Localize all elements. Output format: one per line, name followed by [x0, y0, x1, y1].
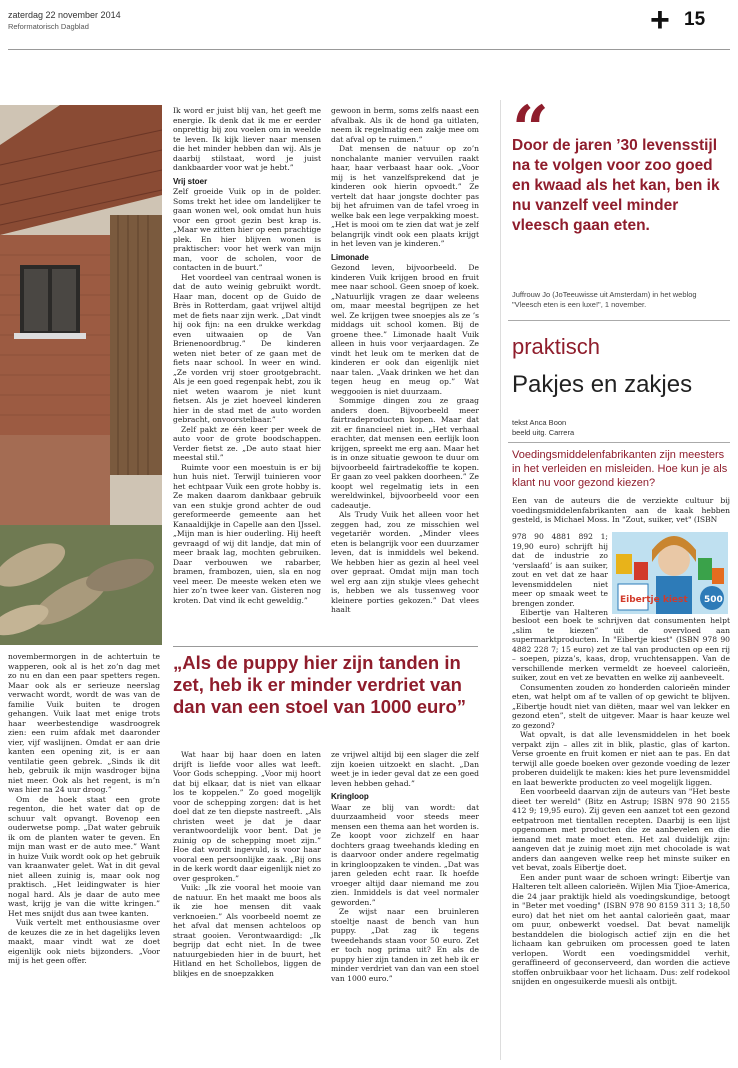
paragraph: Als Trudy Vuik het alleen voor het zeggen had, zou ze misschien wel vegetariër worden. „Minder vlees eten is belangrijk voor een duurzamer leven, dat is inmiddels wel bekend. We hebben hier as gezin al heel veel over gepraat. Omdat mijn man toch wel erg aan zijn stukje vlees gehecht is, hebben we als tussenweg voor kleinere porties gekozen.” Dat vlees haalt [331, 510, 479, 614]
paragraph: Vuik: „Ik zie vooral het mooie van de natuur. En het maakt me boos als ik zie hoe mensen dit vaak verknoeien.” Als voorbeeld noemt ze het afval dat mensen achteloos op straat gooien. Verontwaardigd: „Ik begrijp dat echt niet. In de twee natuurgebieden hier in de buurt, het Hitland en het Schollebos, liggen de blikjes en de snoepzakken [173, 883, 321, 978]
credit-text: tekst Anca Boon [512, 418, 567, 427]
quote-mark-icon: “ [512, 92, 549, 167]
paragraph: Ik word er juist blij van, het geeft me energie. Ik denk dat ik me er eerder onprettig bij zou voelen om in weelde te leven. Ik kijk liever naar mensen die het minder hebben dan wij. Als je daarbij stilstaat, word je juist dankbaarder voor wat je hebt.” [173, 106, 321, 172]
sidebar-text-beside-book [512, 532, 608, 616]
paragraph: Zelf groeide Vuik op in de polder. Soms trekt het idee om landelijker te gaan wonen wel, ook omdat hun huis voor een groot gezin best krap is. „Maar we zitten hier op een prachtige plek. En hier blijven wonen is praktischer: voor het werk van mijn man, voor de scholen, voor de contacten in de buurt.” [173, 187, 321, 272]
sidebar-quote-source: Juffrouw Jo (JoTeeuwisse uit Amsterdam) in het weblog "Vleesch eten is een luxe!", 1 november. [512, 290, 697, 309]
column-divider [500, 100, 501, 1060]
article-column-1 [8, 652, 160, 1064]
paragraph: Sommige dingen zou ze graag anders doen. Bijvoorbeeld meer fairtradeproducten kopen. Maar dat zit er financieel niet in. „Het verhaal erachter, dat mensen een eerlijk loon krijgen, spreekt me erg aan. Maar het is in onze situatie gewoon te duur om bijvoorbeeld fairtradekoffie te kopen. Er gaan zo veel pakken doorheen.” Ze koopt wel regelmatig iets in een wereldwinkel, bijvoorbeeld voor een cadeautje. [331, 396, 479, 510]
sidebar-rule [508, 320, 730, 321]
sidebar-text-main [512, 616, 730, 1064]
article-column-3 [331, 106, 479, 640]
sidebar-text-top [512, 496, 730, 532]
paragraph: Een voorbeeld daarvan zijn de auteurs van "Het beste dieet ter wereld" (Bitz en Astrup; ISBN 978 90 2155 412 9; 19,95 euro). Zij geven een aanzet tot een gezond eetpatroon met tientallen recepten. Daarbij is een lijst opgenomen met producten die ze aanbevelen en die iemand met mate moet eten. Het zal duidelijk zijn: aangeven dat je zuinig moet zijn met chocolade is wat anders dan aangeven welke reep het minste suiker en vet bevat, zoals Eibertje doet. [512, 787, 730, 872]
book-title: Eibertje kiest [620, 595, 688, 605]
paragraph: Consumenten zouden zo honderden calorieën minder eten, wat helpt om af te vallen of op gewicht te blijven. „Eibertje houdt niet van diëten, maar wel van lekker en gezond eten”, stelt de uitgever. Maar is haar keuze wel zo gezond? [512, 682, 730, 730]
book-badge: 500 [704, 595, 723, 605]
paragraph: Een van de auteurs die de verziekte cultuur bij voedingsmiddelenfabrikanten aan de kaak hebben gesteld, is Michael Moss. In "Zout, suiker, vet" (ISBN [512, 496, 730, 524]
paragraph: Vuik vertelt met enthousiasme over de keuzes die ze in het dagelijks leven maakt, maar vindt wat ze doet eigenlijk ook niets bijzonders. „Voor mij is het geen offer. [8, 918, 160, 965]
sidebar-rule-2 [508, 442, 730, 443]
sidebar-intro: Voedingsmiddelenfabrikanten zijn meesters in het verleiden en misleiden. Hoe kun je als klant nu voor gezond kiezen? [512, 449, 728, 489]
paragraph: Een ander punt waar de schoen wringt: Eibertje van Halteren telt alleen calorieën. Wijlen Mia Tjioe-America, die 24 jaar praktijk hield als voedingskundige, betoogt in "Beter met voeding" (ISBN 978 90 8159 311 3; 18,50 euro) dat het niet om het aantal calorieën gaat, maar om puur, onbewerkt voedsel. Dat bevat namelijk bestanddelen die biologisch actief zijn en die het lichaam kan gebruiken om processen goed te laten verlopen. Wordt een voedingsmiddel verhit, geraffineerd of geconserveerd, dan worden die actieve stoffen onbruikbaar voor het lichaam. Dus: zelf rodekool snijden en ongesuikerde muesli als ontbijt. [512, 872, 730, 986]
sidebar-credits [512, 418, 574, 438]
article-photo [0, 105, 162, 645]
section-kicker: praktisch [512, 334, 601, 359]
page-number: 15 [684, 9, 706, 30]
pullquote: „Als de puppy hier zijn tanden in zet, heb ik er minder verdriet van dan van een stoel van 1000 euro” [173, 652, 467, 717]
paragraph: Wat haar bij haar doen en laten drijft is liefde voor alles wat leeft. Voor Gods schepping. „Voor mij hoort dat bij elkaar, dat is niet van elkaar los te koppelen.” Zo goed mogelijk voor de schepping zorgen: dat is het doel dat ze ten diepste nastreeft. „Als christen weet je dat je daar verantwoordelijk voor bent. Dat je zuinig op de schepping moet zijn.” Hoe dat wordt ingevuld, is voor haar vooral een persoonlijke zaak. „Bij ons in de kerk wordt daar eigenlijk niet zo over gesproken.” [173, 750, 321, 883]
paragraph: besloot een boek te schrijven dat consumenten helpt „slim te kiezen” uit de overvloed aan supermarktproducten. In "Eibertje kiest" (ISBN 978 90 4882 228 7; 15 euro) zet ze tal van producten op een rij – soepen, pizza’s, kaas, drop, vruchtensappen. Van de verschillende merken vermeldt ze hoeveel calorieën, suiker, zout en vet ze bevatten en welke zij aanbeveelt. [512, 616, 730, 682]
book-cover-image [612, 532, 728, 614]
article-column-3-lower [331, 750, 479, 1064]
paragraph: ze vrijwel altijd bij een slager die zelf zijn koeien uitzoekt en slacht. „Dan weet je in ieder geval dat ze een goed leven hebben gehad.” [331, 750, 479, 788]
paragraph: Ze wijst naar een bruinleren stoeltje naast de bench van hun puppy. „Dat zag ik tegens tweedehands staan voor 50 euro. Zet er toch nog prima uit? En als de puppy hier zijn tanden in zet heb ik er minder verdriet van dan van een stoel van 1000 euro.” [331, 907, 479, 983]
article-column-2-lower [173, 750, 321, 1064]
paragraph: Zelf pakt ze één keer per week de auto voor de grote boodschappen. Verder fietst ze. „De auto staat hier meestal stil.” [173, 424, 321, 462]
pullquote-rule [173, 646, 478, 647]
paragraph: Wat opvalt, is dat alle levensmiddelen in het boek verpakt zijn – alles zit in blik, plastic, glas of karton. Verse groente en fruit komen er niet aan te pas. En dat terwijl alle goede boeken over gezonde voeding de lezer proberen duidelijk te maken: kies het pure levensmiddel en laat bewerkte producten zo veel mogelijk liggen. [512, 730, 730, 787]
paragraph: Gezond leven, bijvoorbeeld. De kinderen Vuik krijgen brood en fruit mee naar school. Geen snoep of koek. „Natuurlijk vragen ze daar weleens om, maar meestal begrijpen ze het wel. Ze krijgen twee snoepjes als ze ’s middags uit school komen. Bij de groene thee.” Limonade haalt Vuik alleen in huis voor verjaardagen. Ze vindt het leuk om te merken dat de kinderen er ook dan eigenlijk niet naar talen. „Vaak drinken we het dan tegen heug en meug op.” Wat weggooien is niet duurzaam. [331, 263, 479, 396]
paragraph: 978 90 4881 892 1; 19,90 euro) schrijft hij dat de industrie zo ‘verslaafd’ is aan suiker, zout en vet dat ze haar levensmiddelen niet meer op smaak weet te brengen zonder. [512, 532, 608, 608]
newspaper-name: Reformatorisch Dagblad [8, 22, 89, 31]
paragraph: Ruimte voor een moestuin is er bij hun huis niet. Terwijl tuinieren voor het echtpaar Vuik een grote hobby is. Ze maken daarom dankbaar gebruik van een stukje grond achter de oud gereformeerde gemeente aan het Kanaaldijkje in Capelle aan den IJssel. „Mijn man is hier ouderling. Hij heeft gevraagd of wij dit landje, dat min of meer braak lag, mochten gebruiken. Daar verbouwen we rabarber, bramen, frambozen, uien, sla en nog veel meer. De meeste weken eten we hier zo’n twee keer van. Gisteren nog kroten. Dat vind ik echt geweldig.” [173, 462, 321, 605]
paragraph: novembermorgen in de achtertuin te wapperen, ook al is het zo’n dag met zo nu en dan een paar spetters regen. Maar ook als er serieuze neerslag verwacht wordt, wordt de was van de familie Vuik buiten te drogen gehangen. Vuik laat met enige trots haar weerbestendige wasdroogrek zien: een ruim afdak met daaronder vier, vijf waslijnen. Omdat er aan drie kanten een opening zit, is er aan ventilatie geen gebrek. „Sinds ik dit heb, gebruik ik mijn wasdroger bijna niet meer. Ook als het regent, is m’n was hier na 24 uur droog.” [8, 652, 160, 794]
plus-section-mark: + [650, 1, 670, 39]
subheading-vrij-stoer: Vrij stoer [173, 176, 208, 186]
house-garden-illustration [0, 105, 162, 645]
paragraph: Om de hoek staat een grote regenton, die het water dat op de schuur valt opvangt. Bovenop een ouderwetse pomp. „Dat water gebruik ik om de planten water te geven. En mijn man wast er de auto mee.” Want in huize Vuik wordt ook op het gebruik van kraanwater gelet. Wat in dit geval niet alleen zuinig is, maar ook nog praktisch. „Het leidingwater is hier nogal hard. Als je daar de auto mee wast, krijg je van die witte kringen.” Het mes snijdt dus aan twee kanten. [8, 794, 160, 918]
subheading-limonade: Limonade [331, 252, 369, 262]
article-column-2 [173, 106, 321, 640]
subheading-kringloop: Kringloop [331, 792, 369, 801]
paragraph: gewoon in berm, soms zelfs naast een afvalbak. Als ik de hond ga uitlaten, neem ik regelmatig een zakje mee om dat afval op te ruimen.” [331, 106, 479, 144]
sidebar-title: Pakjes en zakjes [512, 371, 693, 398]
credit-photo: beeld uitg. Carrera [512, 428, 575, 437]
header-rule [8, 49, 730, 50]
paragraph: Dat mensen de natuur op zo’n nonchalante manier vervuilen raakt haar, haar verbaast haar ook. „Voor mij is het vanzelfsprekend dat je kinderen ook hierin opvoedt.” Ze vertelt dat haar jongste dochter pas bij het afruimen van de tafel vroeg in welke bak een lege verpakking moest. „Het is mooi om te zien dat wat je zelf belangrijk vindt ook een plaats krijgt in het leven van je kinderen.” [331, 144, 479, 248]
issue-date: zaterdag 22 november 2014 [8, 10, 121, 20]
sidebar-quote: Door de jaren ’30 levensstijl na te volgen voor zoo goed en kwaad als het kan, ben ik nu vanzelf veel minder vleesch gaan eten. [512, 137, 720, 234]
paragraph: Waar ze blij van wordt: dat duurzaamheid voor steeds meer mensen een thema aan het worden is. Ze koopt voor zichzelf en haar dochters graag tweehands kleding en is daarvoor onder andere regelmatig in kringloopzaken te vinden. „Dat was jaren geleden echt raar. Ik hoefde vroeger altijd daar niemand me zou zien. Inmiddels is dat veel normaler geworden.” [331, 802, 479, 907]
paragraph: Het voordeel van centraal wonen is dat de auto weinig gebruikt wordt. Haar man, docent op de Guido de Brès in Rotterdam, gaat vrijwel altijd met de fiets naar zijn werk. „Dat vindt hij ook fijn: na een drukke werkdag even uitwaaien op de Van Brienenoordbrug.” De kinderen weten niet beter of ze gaan met de fiets naar school. In weer en wind. „Ze vorden vrij stoer grootgebracht. Als je een goed regenpak hebt, zou ik niet weten waarom je niet kunt fietsen. Als je ziet hoeveel kinderen hier in de stad met de auto worden gebracht, onvoorstelbaar.” [173, 272, 321, 424]
paragraph: Eibertje van Halteren [520, 608, 608, 616]
